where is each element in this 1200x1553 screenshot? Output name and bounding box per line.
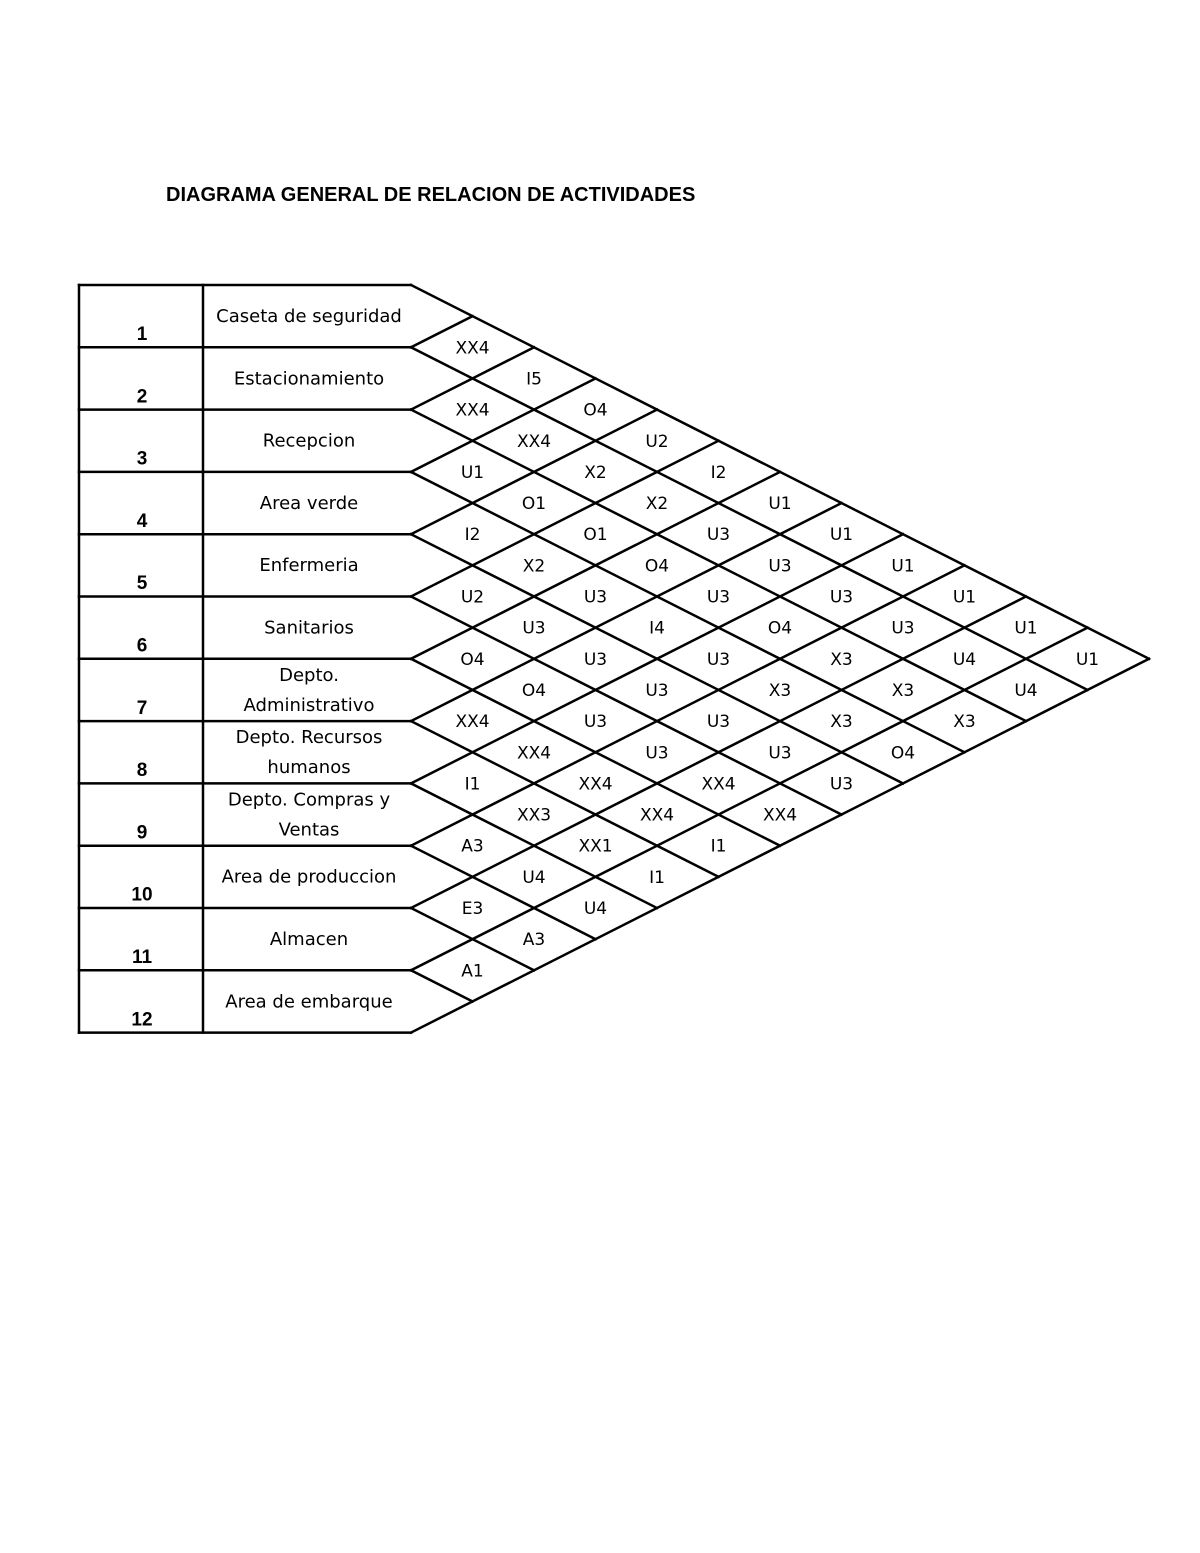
department-name-line: Depto.: [279, 664, 339, 686]
relationship-code: XX4: [455, 400, 490, 421]
relationship-code: A3: [522, 930, 546, 951]
grid-diagonal-up: [411, 378, 596, 471]
relationship-code: A1: [461, 961, 484, 982]
relationship-code: U3: [583, 649, 608, 670]
row-number: 12: [131, 1009, 153, 1031]
row-number: 2: [136, 386, 148, 408]
department-name: Caseta de seguridad: [216, 306, 402, 327]
relationship-code: XX4: [701, 774, 736, 795]
relationship-code: U4: [952, 649, 977, 670]
row-number: 3: [136, 448, 148, 470]
department-name: Recepcion: [262, 430, 356, 452]
relationship-code: O4: [460, 649, 485, 670]
department-name: Area verde: [259, 492, 359, 514]
department-name-line: Ventas: [278, 819, 340, 841]
relationship-code: O4: [521, 680, 547, 701]
relationship-code: O4: [767, 618, 793, 639]
relationship-code: XX4: [455, 712, 490, 733]
relationship-code: U1: [891, 556, 915, 577]
relationship-code: XX4: [578, 774, 613, 795]
relationship-code: I1: [464, 774, 481, 795]
relationship-code: X2: [584, 462, 607, 483]
relationship-code: U3: [706, 525, 731, 546]
relationship-code: U3: [645, 680, 669, 701]
relationship-code: XX4: [516, 431, 552, 452]
grid-diagonal-down: [411, 347, 1088, 690]
department-name: Sanitarios: [264, 617, 354, 639]
relationship-code: XX4: [516, 743, 552, 764]
relationship-code: U3: [768, 743, 792, 764]
relationship-code: U1: [768, 494, 792, 515]
relationship-code: X3: [768, 680, 792, 701]
row-number: 8: [136, 760, 148, 782]
relationship-code: I4: [649, 618, 665, 639]
relationship-code: U3: [583, 587, 608, 608]
relationship-code: U3: [768, 556, 792, 577]
relationship-code: U3: [583, 712, 608, 733]
relationship-code: I5: [526, 369, 542, 390]
relationship-code: I1: [710, 836, 727, 857]
relationship-code: U3: [522, 618, 546, 639]
relationship-code: U3: [891, 618, 915, 639]
department-name: Estacionamiento: [233, 368, 385, 390]
row-number: 4: [136, 510, 148, 532]
department-name-line: Depto. Recursos: [235, 727, 383, 749]
relationship-code: I1: [649, 867, 665, 888]
row-number: 7: [136, 697, 148, 719]
relationship-code: U3: [829, 774, 854, 795]
grid-diagonal-up: [411, 628, 1088, 971]
department-name-line: Administrativo: [243, 694, 375, 716]
relationship-code: I2: [464, 525, 481, 546]
row-number: 6: [136, 635, 148, 657]
relationship-code: X3: [891, 680, 915, 701]
relationship-code: U2: [460, 587, 485, 608]
relationship-code: XX3: [516, 805, 552, 826]
relationship-code: A3: [461, 836, 484, 857]
grid-diagonal-down: [411, 721, 719, 877]
department-name-line: humanos: [267, 757, 351, 779]
department-name: Area de produccion: [221, 866, 397, 888]
grid-diagonal-up: [411, 441, 719, 597]
relationship-code: X3: [953, 712, 976, 733]
relationship-code: U3: [645, 743, 669, 764]
relationship-code: U3: [706, 587, 731, 608]
row-number: 5: [136, 573, 148, 595]
relationship-code: XX4: [455, 338, 490, 359]
department-name: Almacen: [269, 929, 349, 950]
relationship-code: XX4: [762, 805, 798, 826]
relationship-code: U3: [829, 587, 854, 608]
relationship-code: U4: [522, 867, 546, 888]
relationship-code: X3: [830, 712, 853, 733]
relationship-code: U4: [1014, 680, 1038, 701]
relationship-code: X2: [522, 556, 546, 577]
relationship-code: XX1: [578, 836, 613, 857]
diagram-title: DIAGRAMA GENERAL DE RELACION DE ACTIVIDADES: [166, 184, 696, 206]
department-name-line: Depto. Compras y: [227, 789, 391, 811]
grid-diagonal-up: [411, 565, 965, 845]
relationship-code: X3: [830, 649, 853, 670]
relationship-code: U2: [645, 431, 669, 452]
grid-diagonal-down: [411, 846, 596, 939]
relationship-code: O1: [583, 525, 608, 546]
department-name: Area de embarque: [225, 991, 393, 1013]
relationship-code: I2: [710, 462, 727, 483]
relationship-code: O1: [521, 494, 547, 515]
department-name: Enfermeria: [259, 555, 359, 577]
relationship-code: U1: [952, 587, 977, 608]
relationship-code: U1: [1014, 618, 1038, 639]
grid-diagonal-down: [411, 472, 965, 752]
relationship-code: U3: [706, 649, 731, 670]
relationship-code: U1: [829, 525, 854, 546]
relationship-code: O4: [583, 400, 608, 421]
relationship-code: U1: [1075, 649, 1100, 670]
relationship-code: O4: [890, 743, 916, 764]
relationship-code: U3: [706, 712, 731, 733]
row-number: 9: [136, 822, 148, 844]
relationship-code: X2: [645, 494, 669, 515]
relationship-code: E3: [461, 899, 484, 919]
relationship-code: U4: [583, 899, 608, 919]
relationship-code: U1: [460, 462, 485, 483]
relationship-code: O4: [644, 556, 670, 577]
relationship-code: XX4: [639, 805, 675, 826]
row-number: 10: [131, 884, 153, 906]
row-number: 1: [136, 324, 148, 345]
row-number: 11: [131, 947, 153, 968]
